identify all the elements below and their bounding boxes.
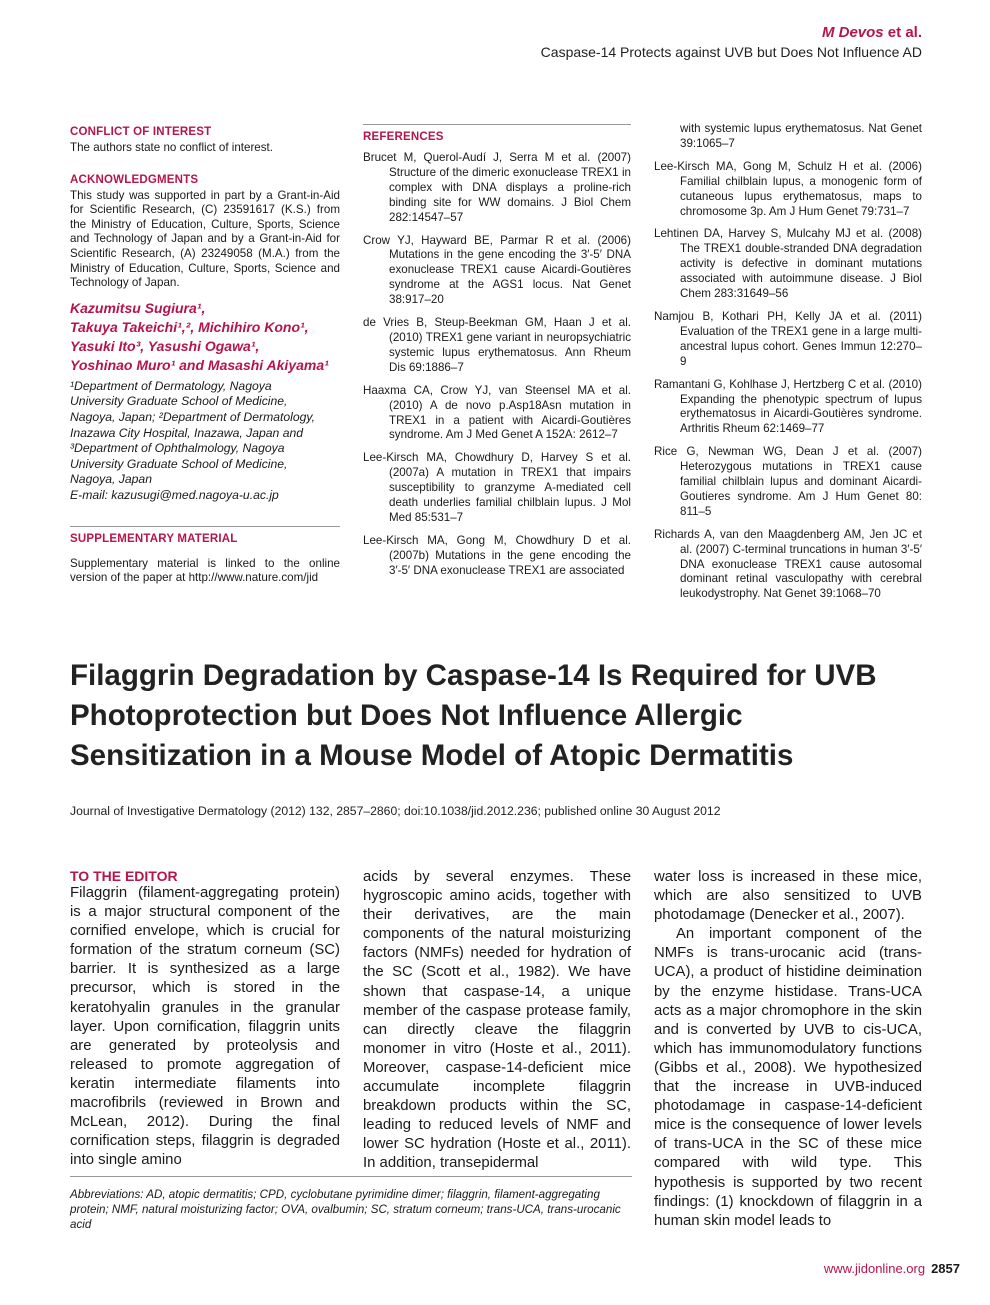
reference-item: Lee-Kirsch MA, Chowdhury D, Harvey S et al. (2007a) A mutation in TREX1 that impairs susceptibility to granzyme A-mediated cell death underlies familial chilblain lupus. J Mol Med 85:531–7 (363, 451, 631, 524)
reference-item: Lee-Kirsch MA, Gong M, Schulz H et al. (2006) Familial chilblain lupus, a monogenic form of cutaneous lupus erythematosus, maps to chromosome 3p. Am J Hum Genet 79:731–7 (654, 159, 922, 218)
affiliation-line: Nagoya, Japan; ²Department of Dermatology, (70, 409, 315, 424)
affiliation-line: Inazawa City Hospital, Inazawa, Japan and (70, 425, 304, 440)
body-paragraph: Filaggrin (filament-aggregating protein) is a major structural component of the cornified envelope, which is crucial for formation of the stratum corneum (SC) barrier. It is synthesized as a large precursor, which is stored in the keratohyalin granules in the granular layer. Upon cornification, filaggrin units are generated by proteolysis and released to promote aggregation of keratin intermediate filaments into macrofibrils (reviewed in Brown and McLean, 2012). During the final cornification steps, filaggrin is degraded into single amino (70, 885, 340, 1169)
running-title: Caspase-14 Protects against UVB but Does Not Influence AD (540, 44, 922, 60)
acknowledgments-heading: ACKNOWLEDGMENTS (70, 173, 199, 186)
page-footer (824, 1261, 960, 1276)
affiliations (70, 379, 340, 504)
author-signature (70, 299, 340, 375)
reference-item: Lee-Kirsch MA, Gong M, Chowdhury D et al. (2007b) Mutations in the gene encoding the 3′-5′ DNA exonuclease TREX1 are associated (363, 533, 631, 577)
reference-item: Rice G, Newman WG, Dean J et al. (2007) Heterozygous mutations in TREX1 cause familial chilblain lupus and dominant Aicardi-Goutieres syndrome. Am J Hum Genet 80: 811–5 (654, 445, 922, 518)
abbreviations-footnote: Abbreviations: AD, atopic dermatitis; CPD, cyclobutane pyrimidine dimer; filaggrin, filament-aggregating protein; NMF, natural moisturizing factor; OVA, ovalbumin; SC, stratum corneum; trans-UCA, trans-urocanic acid (70, 1176, 632, 1232)
reference-item: de Vries B, Steup-Beekman GM, Haan J et al. (2010) TREX1 gene variant in neuropsychiatric systemic lupus erythematosus. Ann Rheum Dis 69:1886–7 (363, 316, 631, 374)
running-authors: M Devos et al. (821, 24, 922, 41)
signature-line: Yoshinao Muro¹ and Masashi Akiyama¹ (70, 356, 329, 373)
affiliation-line: Nagoya, Japan (70, 472, 152, 487)
article-title: Filaggrin Degradation by Caspase-14 Is Required for UVB Photoprotection but Does Not Influence Allergic Sensitization in a Mouse Model of Atopic Dermatitis (70, 659, 877, 772)
affiliation-line: University Graduate School of Medicine, (70, 456, 288, 471)
reference-item: Ramantani G, Kohlhase J, Hertzberg C et al. (2010) Expanding the phenotypic spectrum of lupus erythematosus in Aicardi-Goutières syndrome. Arthritis Rheum 62:1469–77 (654, 377, 922, 436)
journal-citation: Journal of Investigative Dermatology (2012) 132, 2857–2860; doi:10.1038/jid.2012.236; published online 30 August 2012 (70, 804, 721, 818)
signature-line: Kazumitsu Sugiura¹, (70, 299, 206, 316)
body-column-3 (654, 868, 922, 1231)
to-the-editor-heading: TO THE EDITOR (70, 868, 178, 884)
divider (363, 124, 631, 125)
body-paragraph: acids by several enzymes. These hygroscopic amino acids, together with their derivatives, are the main components of the natural moisturizing factors (NMFs) needed for hydration of the SC (Scott et al., 1982). We have shown that caspase-14, a unique member of the caspase protease family, can directly cleave the filaggrin monomer in vitro (Hoste et al., 2011). Moreover, caspase-14-deficient mice accumulate incomplete filaggrin breakdown products within the SC, leading to reduced levels of NMF and lower SC hydration (Hoste et al., 2011). In addition, transepidermal (363, 869, 631, 1172)
signature-line: Yasuki Ito³, Yasushi Ogawa¹, (70, 337, 260, 354)
body-paragraph: An important component of the NMFs is trans-urocanic acid (trans-UCA), a product of histidine deimination by the enzyme histidase. Trans-UCA acts as a major chromophore in the skin and is converted by UVB to cis-UCA, which has immunomodulatory functions (Gibbs et al., 2008). We hypothesized that the increase in UVB-induced photodamage in caspase-14-deficient mice is the consequence of lower levels of trans-UCA in the SC of these mice compared with wild type. This hypothesis is supported by two recent findings: (1) knockdown of filaggrin in a human skin model leads to (654, 926, 922, 1229)
reference-item: Lehtinen DA, Harvey S, Mulcahy MJ et al. (2008) The TREX1 double-stranded DNA degradation activity is defective in dominant mutations associated with autoimmune disease. J Biol Chem 283:31649–56 (654, 227, 922, 301)
page-number: 2857 (931, 1261, 960, 1276)
references-heading: REFERENCES (363, 131, 444, 143)
journal-url-link[interactable]: www.jidonline.org (823, 1261, 926, 1276)
body-column-2 (363, 868, 631, 1174)
left-column (70, 126, 340, 586)
signature-line: Takuya Takeichi¹,², Michihiro Kono¹, (70, 318, 309, 335)
affiliation-line: ¹Department of Dermatology, Nagoya (70, 378, 272, 393)
references-column-1 (363, 124, 631, 587)
references-column-2 (654, 122, 922, 610)
body-paragraph: water loss is increased in these mice, which are also sensitized to UVB photodamage (Denecker et al., 2007). (654, 869, 922, 924)
reference-item: Haaxma CA, Crow YJ, van Steensel MA et al. (2010) A de novo p.Asp18Asn mutation in TREX1 in a patient with Aicardi-Goutières syndrome. Am J Med Genet A 152A: 2612–7 (363, 383, 631, 442)
conflict-heading: CONFLICT OF INTEREST (70, 126, 212, 138)
affiliation-line: ³Department of Ophthalmology, Nagoya (70, 441, 285, 456)
reference-item: Brucet M, Querol-Audí J, Serra M et al. (2007) Structure of the dimeric exonuclease TREX1 in complex with DNA displays a proline-rich binding site for WW domains. J Biol Chem 282:14547–57 (363, 151, 631, 224)
affiliation-line: University Graduate School of Medicine, (70, 394, 288, 409)
reference-item: Namjou B, Kothari PH, Kelly JA et al. (2011) Evaluation of the TREX1 gene in a large multi-ancestral lupus cohort. Genes Immun 12:270–9 (654, 309, 922, 368)
divider (70, 526, 340, 527)
body-column-1 (70, 868, 340, 1170)
reference-item: Richards A, van den Maagdenberg AM, Jen JC et al. (2007) C-terminal truncations in human 3′-5′ DNA exonuclease TREX1 cause autosomal dominant retinal vasculopathy with cerebral leukodystrophy. Nat Genet 39:1068–70 (654, 527, 922, 601)
reference-continuation: with systemic lupus erythematosus. Nat Genet 39:1065–7 (680, 122, 922, 150)
acknowledgments-text: This study was supported in part by a Grant-in-Aid for Scientific Research, (C) 23591617 (K.S.) from the Ministry of Education, Culture, Sports, Science and Technology of Japan and by a Grant-in-Aid for Scientific Research, (A) 23249058 (M.A.) from the Ministry of Education, Culture, Sports, Science and Technology of Japan. (70, 188, 340, 290)
reference-item: Crow YJ, Hayward BE, Parmar R et al. (2006) Mutations in the gene encoding the 3′-5′ DNA exonuclease TREX1 cause Aicardi-Goutières syndrome at the AGS1 locus. Nat Genet 38:917–20 (363, 233, 631, 307)
email-line[interactable]: E-mail: kazusugi@med.nagoya-u.ac.jp (70, 487, 279, 502)
conflict-text: The authors state no conflict of interest. (70, 141, 273, 154)
supplementary-text: Supplementary material is linked to the online version of the paper at http://www.nature.com/jid (70, 556, 340, 585)
supplementary-heading: SUPPLEMENTARY MATERIAL (70, 532, 238, 545)
